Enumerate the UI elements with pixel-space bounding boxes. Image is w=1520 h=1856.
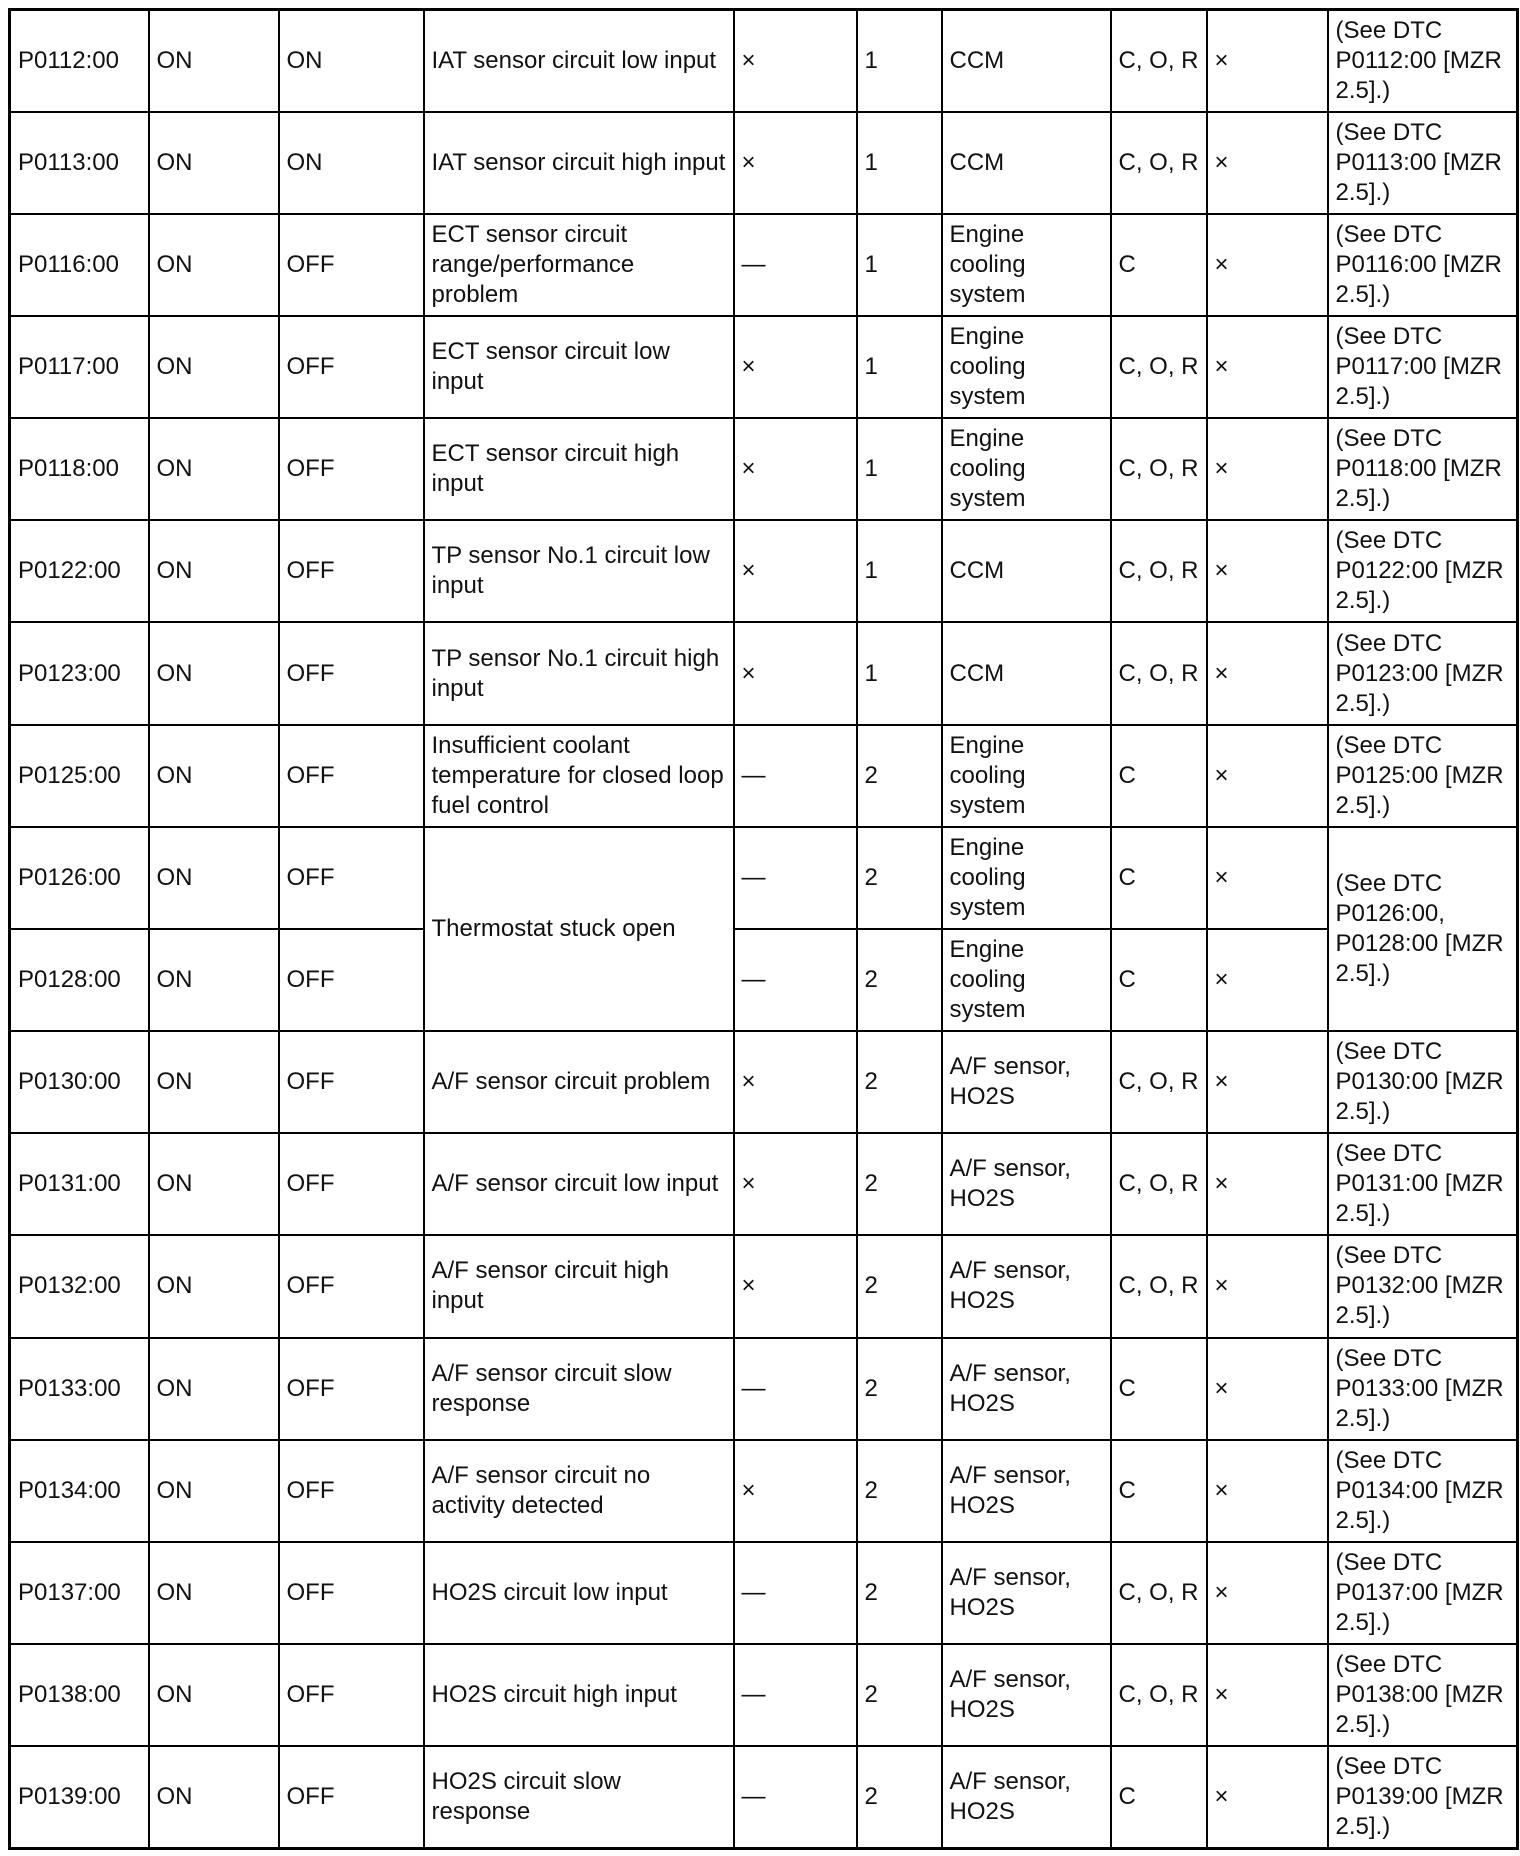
drive-cycle-cell: C, O, R: [1111, 418, 1207, 520]
trip-cell: 2: [857, 1338, 942, 1440]
description-cell: A/F sensor circuit high input: [424, 1235, 734, 1337]
description-cell: IAT sensor circuit low input: [424, 10, 734, 112]
monitor-item-cell: A/F sensor, HO2S: [942, 1235, 1111, 1337]
mark-2-cell: ×: [1207, 827, 1328, 929]
mark-2-cell: ×: [1207, 1133, 1328, 1235]
table-row: [10, 214, 1518, 316]
mark-2-cell: ×: [1207, 520, 1328, 622]
reference-cell: (See DTC P0132:00 [MZR 2.5].): [1328, 1235, 1518, 1337]
trip-cell: 1: [857, 622, 942, 724]
description-cell: Thermostat stuck open: [424, 827, 734, 1031]
dtc-code-cell: P0131:00: [10, 1133, 149, 1235]
reference-cell: (See DTC P0117:00 [MZR 2.5].): [1328, 316, 1518, 418]
monitor-item-cell: Engine cooling system: [942, 418, 1111, 520]
table-row: [10, 418, 1518, 520]
drive-cycle-cell: C, O, R: [1111, 1235, 1207, 1337]
mark-1-cell: ×: [734, 1235, 857, 1337]
drive-cycle-cell: C, O, R: [1111, 316, 1207, 418]
trip-cell: 1: [857, 214, 942, 316]
monitor-item-cell: A/F sensor, HO2S: [942, 1644, 1111, 1746]
dtc-code-cell: P0125:00: [10, 725, 149, 827]
status-2-cell: OFF: [279, 1133, 424, 1235]
monitor-item-cell: Engine cooling system: [942, 214, 1111, 316]
drive-cycle-cell: C: [1111, 1746, 1207, 1848]
mark-1-cell: —: [734, 725, 857, 827]
status-2-cell: OFF: [279, 214, 424, 316]
status-2-cell: OFF: [279, 929, 424, 1031]
table-row: [10, 929, 1518, 1031]
status-2-cell: OFF: [279, 1746, 424, 1848]
dtc-code-cell: P0123:00: [10, 622, 149, 724]
monitor-item-cell: Engine cooling system: [942, 827, 1111, 929]
dtc-code-cell: P0113:00: [10, 112, 149, 214]
mark-2-cell: ×: [1207, 112, 1328, 214]
description-cell: A/F sensor circuit problem: [424, 1031, 734, 1133]
description-cell: HO2S circuit slow response: [424, 1746, 734, 1848]
monitor-item-cell: A/F sensor, HO2S: [942, 1133, 1111, 1235]
dtc-code-cell: P0132:00: [10, 1235, 149, 1337]
status-2-cell: OFF: [279, 1440, 424, 1542]
status-1-cell: ON: [149, 1235, 279, 1337]
mark-2-cell: ×: [1207, 622, 1328, 724]
mark-2-cell: ×: [1207, 1644, 1328, 1746]
status-1-cell: ON: [149, 520, 279, 622]
mark-2-cell: ×: [1207, 1440, 1328, 1542]
table-row: [10, 1031, 1518, 1133]
mark-2-cell: ×: [1207, 316, 1328, 418]
drive-cycle-cell: C, O, R: [1111, 1133, 1207, 1235]
description-cell: TP sensor No.1 circuit high input: [424, 622, 734, 724]
status-2-cell: OFF: [279, 622, 424, 724]
trip-cell: 2: [857, 725, 942, 827]
dtc-code-cell: P0116:00: [10, 214, 149, 316]
status-2-cell: OFF: [279, 827, 424, 929]
dtc-code-cell: P0118:00: [10, 418, 149, 520]
mark-1-cell: ×: [734, 10, 857, 112]
reference-cell: (See DTC P0131:00 [MZR 2.5].): [1328, 1133, 1518, 1235]
status-1-cell: ON: [149, 1644, 279, 1746]
monitor-item-cell: Engine cooling system: [942, 929, 1111, 1031]
dtc-table-body: [10, 10, 1518, 1849]
drive-cycle-cell: C, O, R: [1111, 1031, 1207, 1133]
drive-cycle-cell: C, O, R: [1111, 622, 1207, 724]
mark-2-cell: ×: [1207, 1542, 1328, 1644]
table-row: [10, 112, 1518, 214]
drive-cycle-cell: C: [1111, 1338, 1207, 1440]
table-row: [10, 1338, 1518, 1440]
status-2-cell: OFF: [279, 520, 424, 622]
status-2-cell: OFF: [279, 725, 424, 827]
mark-1-cell: ×: [734, 112, 857, 214]
status-1-cell: ON: [149, 1338, 279, 1440]
description-cell: A/F sensor circuit low input: [424, 1133, 734, 1235]
reference-cell: (See DTC P0126:00, P0128:00 [MZR 2.5].): [1328, 827, 1518, 1031]
trip-cell: 2: [857, 1746, 942, 1848]
status-1-cell: ON: [149, 316, 279, 418]
trip-cell: 1: [857, 316, 942, 418]
mark-2-cell: ×: [1207, 214, 1328, 316]
mark-1-cell: ×: [734, 520, 857, 622]
monitor-item-cell: CCM: [942, 10, 1111, 112]
description-cell: ECT sensor circuit range/performance problem: [424, 214, 734, 316]
trip-cell: 2: [857, 1644, 942, 1746]
trip-cell: 2: [857, 1031, 942, 1133]
mark-1-cell: ×: [734, 1031, 857, 1133]
mark-2-cell: ×: [1207, 1235, 1328, 1337]
status-2-cell: OFF: [279, 1338, 424, 1440]
mark-1-cell: —: [734, 1338, 857, 1440]
reference-cell: (See DTC P0118:00 [MZR 2.5].): [1328, 418, 1518, 520]
description-cell: HO2S circuit high input: [424, 1644, 734, 1746]
mark-2-cell: ×: [1207, 418, 1328, 520]
status-1-cell: ON: [149, 112, 279, 214]
dtc-code-cell: P0130:00: [10, 1031, 149, 1133]
table-row: [10, 1644, 1518, 1746]
mark-1-cell: —: [734, 929, 857, 1031]
status-2-cell: OFF: [279, 1235, 424, 1337]
reference-cell: (See DTC P0139:00 [MZR 2.5].): [1328, 1746, 1518, 1848]
status-1-cell: ON: [149, 725, 279, 827]
monitor-item-cell: A/F sensor, HO2S: [942, 1440, 1111, 1542]
dtc-code-cell: P0137:00: [10, 1542, 149, 1644]
status-1-cell: ON: [149, 1133, 279, 1235]
status-2-cell: OFF: [279, 418, 424, 520]
mark-2-cell: ×: [1207, 1031, 1328, 1133]
mark-2-cell: ×: [1207, 725, 1328, 827]
status-1-cell: ON: [149, 622, 279, 724]
mark-1-cell: ×: [734, 316, 857, 418]
trip-cell: 2: [857, 1235, 942, 1337]
status-2-cell: OFF: [279, 1031, 424, 1133]
trip-cell: 2: [857, 827, 942, 929]
reference-cell: (See DTC P0134:00 [MZR 2.5].): [1328, 1440, 1518, 1542]
table-row: [10, 1746, 1518, 1848]
monitor-item-cell: Engine cooling system: [942, 316, 1111, 418]
mark-1-cell: —: [734, 1644, 857, 1746]
drive-cycle-cell: C: [1111, 725, 1207, 827]
reference-cell: (See DTC P0112:00 [MZR 2.5].): [1328, 10, 1518, 112]
description-cell: Insufficient coolant temperature for closed loop fuel control: [424, 725, 734, 827]
mark-2-cell: ×: [1207, 929, 1328, 1031]
mark-1-cell: ×: [734, 418, 857, 520]
status-1-cell: ON: [149, 418, 279, 520]
trip-cell: 2: [857, 1133, 942, 1235]
status-1-cell: ON: [149, 1031, 279, 1133]
status-2-cell: ON: [279, 112, 424, 214]
trip-cell: 2: [857, 1440, 942, 1542]
monitor-item-cell: A/F sensor, HO2S: [942, 1746, 1111, 1848]
trip-cell: 1: [857, 520, 942, 622]
drive-cycle-cell: C, O, R: [1111, 1542, 1207, 1644]
mark-1-cell: —: [734, 827, 857, 929]
reference-cell: (See DTC P0138:00 [MZR 2.5].): [1328, 1644, 1518, 1746]
table-row: [10, 1440, 1518, 1542]
status-1-cell: ON: [149, 214, 279, 316]
status-2-cell: OFF: [279, 1644, 424, 1746]
trip-cell: 2: [857, 1542, 942, 1644]
mark-1-cell: ×: [734, 622, 857, 724]
trip-cell: 1: [857, 10, 942, 112]
status-1-cell: ON: [149, 1542, 279, 1644]
reference-cell: (See DTC P0133:00 [MZR 2.5].): [1328, 1338, 1518, 1440]
table-row: [10, 725, 1518, 827]
dtc-code-cell: P0128:00: [10, 929, 149, 1031]
description-cell: ECT sensor circuit low input: [424, 316, 734, 418]
trip-cell: 2: [857, 929, 942, 1031]
drive-cycle-cell: C, O, R: [1111, 112, 1207, 214]
table-row: [10, 1133, 1518, 1235]
dtc-code-cell: P0133:00: [10, 1338, 149, 1440]
monitor-item-cell: A/F sensor, HO2S: [942, 1031, 1111, 1133]
table-row: [10, 10, 1518, 112]
status-1-cell: ON: [149, 1440, 279, 1542]
table-row: [10, 1235, 1518, 1337]
monitor-item-cell: CCM: [942, 622, 1111, 724]
dtc-code-cell: P0134:00: [10, 1440, 149, 1542]
drive-cycle-cell: C: [1111, 827, 1207, 929]
drive-cycle-cell: C, O, R: [1111, 520, 1207, 622]
description-cell: IAT sensor circuit high input: [424, 112, 734, 214]
status-2-cell: OFF: [279, 316, 424, 418]
dtc-code-cell: P0139:00: [10, 1746, 149, 1848]
mark-2-cell: ×: [1207, 1746, 1328, 1848]
dtc-code-cell: P0112:00: [10, 10, 149, 112]
mark-1-cell: ×: [734, 1440, 857, 1542]
description-cell: A/F sensor circuit no activity detected: [424, 1440, 734, 1542]
table-row: [10, 622, 1518, 724]
reference-cell: (See DTC P0125:00 [MZR 2.5].): [1328, 725, 1518, 827]
table-row: [10, 520, 1518, 622]
description-cell: HO2S circuit low input: [424, 1542, 734, 1644]
table-row: [10, 1542, 1518, 1644]
mark-1-cell: —: [734, 1746, 857, 1848]
trip-cell: 1: [857, 418, 942, 520]
reference-cell: (See DTC P0130:00 [MZR 2.5].): [1328, 1031, 1518, 1133]
description-cell: TP sensor No.1 circuit low input: [424, 520, 734, 622]
status-2-cell: ON: [279, 10, 424, 112]
drive-cycle-cell: C: [1111, 1440, 1207, 1542]
monitor-item-cell: A/F sensor, HO2S: [942, 1338, 1111, 1440]
description-cell: ECT sensor circuit high input: [424, 418, 734, 520]
mark-1-cell: ×: [734, 1133, 857, 1235]
monitor-item-cell: CCM: [942, 112, 1111, 214]
table-row: [10, 827, 1518, 929]
drive-cycle-cell: C: [1111, 214, 1207, 316]
monitor-item-cell: CCM: [942, 520, 1111, 622]
status-2-cell: OFF: [279, 1542, 424, 1644]
status-1-cell: ON: [149, 929, 279, 1031]
mark-2-cell: ×: [1207, 1338, 1328, 1440]
table-row: [10, 316, 1518, 418]
dtc-code-cell: P0138:00: [10, 1644, 149, 1746]
trip-cell: 1: [857, 112, 942, 214]
monitor-item-cell: Engine cooling system: [942, 725, 1111, 827]
mark-1-cell: —: [734, 214, 857, 316]
reference-cell: (See DTC P0113:00 [MZR 2.5].): [1328, 112, 1518, 214]
description-cell: A/F sensor circuit slow response: [424, 1338, 734, 1440]
dtc-code-cell: P0117:00: [10, 316, 149, 418]
reference-cell: (See DTC P0116:00 [MZR 2.5].): [1328, 214, 1518, 316]
drive-cycle-cell: C, O, R: [1111, 1644, 1207, 1746]
dtc-code-cell: P0126:00: [10, 827, 149, 929]
reference-cell: (See DTC P0123:00 [MZR 2.5].): [1328, 622, 1518, 724]
status-1-cell: ON: [149, 1746, 279, 1848]
dtc-table: [8, 8, 1519, 1850]
status-1-cell: ON: [149, 10, 279, 112]
mark-1-cell: —: [734, 1542, 857, 1644]
mark-2-cell: ×: [1207, 10, 1328, 112]
dtc-code-cell: P0122:00: [10, 520, 149, 622]
reference-cell: (See DTC P0122:00 [MZR 2.5].): [1328, 520, 1518, 622]
drive-cycle-cell: C, O, R: [1111, 10, 1207, 112]
monitor-item-cell: A/F sensor, HO2S: [942, 1542, 1111, 1644]
drive-cycle-cell: C: [1111, 929, 1207, 1031]
status-1-cell: ON: [149, 827, 279, 929]
reference-cell: (See DTC P0137:00 [MZR 2.5].): [1328, 1542, 1518, 1644]
